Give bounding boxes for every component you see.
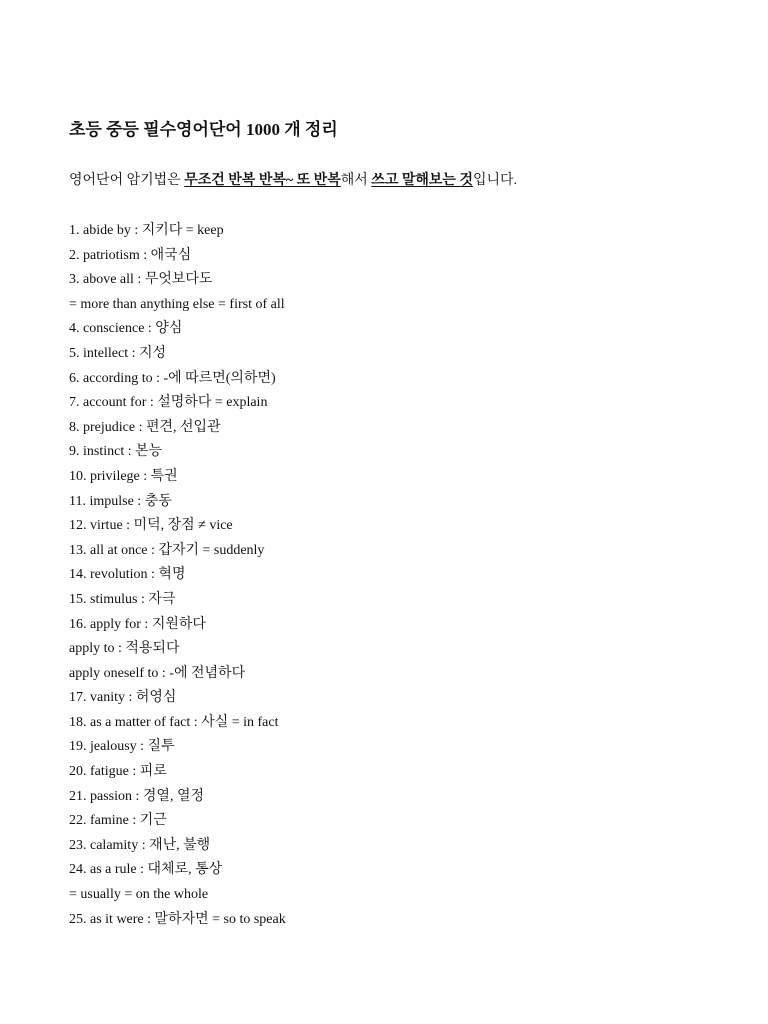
vocabulary-entry: 5. intellect : 지성 [69, 345, 167, 361]
document-title: 초등 중등 필수영어단어 1000 개 정리 [69, 120, 338, 139]
vocabulary-entry: 10. privilege : 특권 [69, 468, 178, 484]
vocabulary-entry: 17. vanity : 허영심 [69, 690, 177, 706]
intro-emphasis-write-speak: 쓰고 말해보는 것 [371, 173, 473, 188]
vocabulary-entry: 12. virtue : 미덕, 장점 ≠ vice [69, 518, 233, 534]
intro-prefix: 영어단어 암기법은 [69, 173, 185, 188]
intro-paragraph [69, 170, 517, 192]
vocabulary-entry: 15. stimulus : 자극 [69, 591, 176, 607]
vocabulary-entry: 23. calamity : 재난, 불행 [69, 837, 211, 853]
vocabulary-entry: 6. according to : -에 따르면(의하면) [69, 370, 276, 386]
vocabulary-entry: 8. prejudice : 편견, 선입관 [69, 419, 221, 435]
vocabulary-entry: 3. above all : 무엇보다도 [69, 272, 213, 288]
vocabulary-entry: 20. fatigue : 피로 [69, 764, 167, 780]
vocabulary-entry: 1. abide by : 지키다 = keep [69, 223, 224, 238]
vocabulary-entry: apply oneself to : -에 전념하다 [69, 665, 246, 681]
vocabulary-entry: 13. all at once : 갑자기 = suddenly [69, 542, 265, 558]
intro-suffix: 입니다. [472, 173, 518, 188]
vocabulary-entry: 19. jealousy : 질투 [69, 739, 175, 755]
vocabulary-entry: 2. patriotism : 애국심 [69, 247, 192, 263]
vocabulary-list [69, 219, 286, 932]
vocabulary-entry: 14. revolution : 혁명 [69, 567, 186, 583]
vocabulary-entry: 24. as a rule : 대체로, 통상 [69, 862, 223, 878]
vocabulary-entry: 21. passion : 경열, 열정 [69, 788, 204, 804]
vocabulary-entry: 22. famine : 기근 [69, 813, 167, 829]
vocabulary-entry: 18. as a matter of fact : 사실 = in fact [69, 714, 279, 730]
intro-emphasis-repeat: 무조건 반복 반복~ 또 반복 [184, 173, 341, 188]
vocabulary-entry: 4. conscience : 양심 [69, 321, 183, 337]
vocabulary-entry: 16. apply for : 지원하다 [69, 616, 206, 632]
vocabulary-entry: 9. instinct : 본능 [69, 444, 163, 460]
vocabulary-entry: = more than anything else = first of all [69, 296, 285, 312]
vocabulary-entry: 11. impulse : 충동 [69, 493, 172, 509]
vocabulary-entry: 7. account for : 설명하다 = explain [69, 395, 268, 411]
vocabulary-entry: apply to : 적용되다 [69, 641, 180, 657]
vocabulary-entry: = usually = on the whole [69, 887, 209, 903]
intro-middle: 해서 [340, 173, 372, 188]
vocabulary-entry: 25. as it were : 말하자면 = so to speak [69, 911, 286, 927]
